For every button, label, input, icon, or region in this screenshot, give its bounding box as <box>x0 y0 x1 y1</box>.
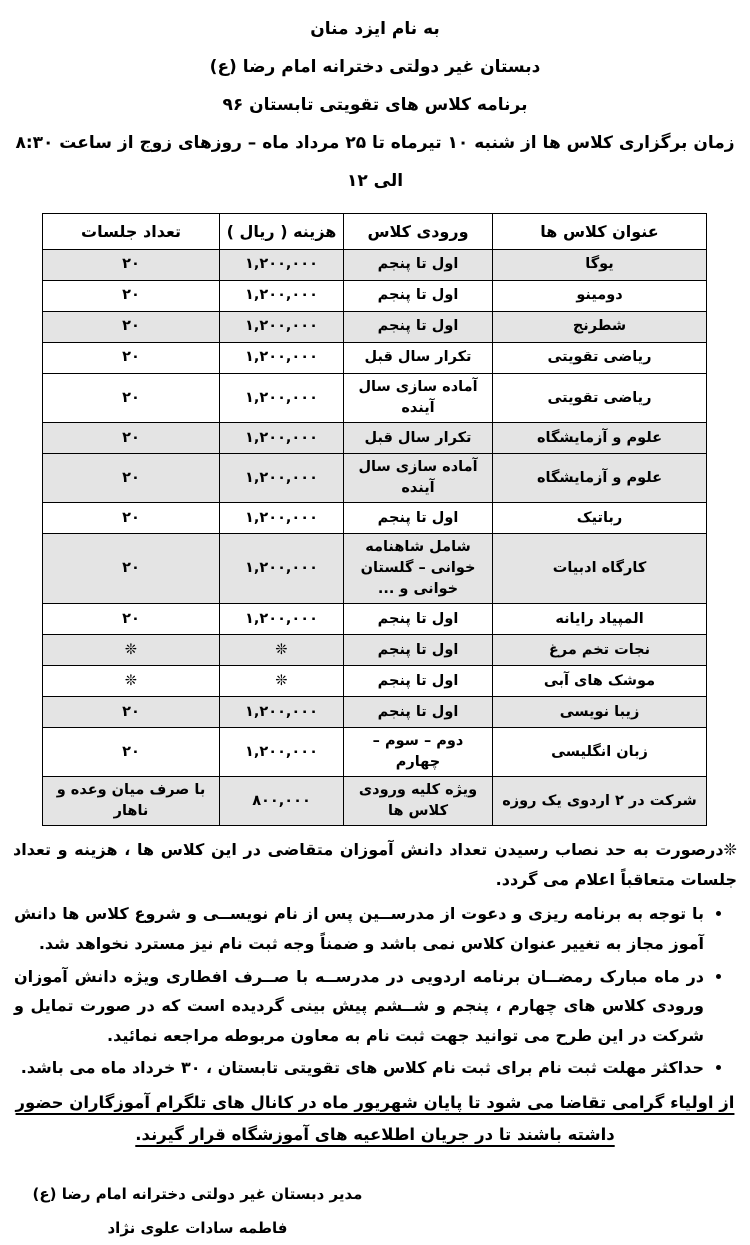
table-row <box>43 728 707 777</box>
column-header: ورودی کلاس <box>344 214 493 250</box>
cell-cost: ۱,۲۰۰,۰۰۰ <box>220 281 344 312</box>
quorum-footnote: ❊درصورت به حد نصاب رسیدن تعداد دانش آموزان متقاضی در این کلاس ها ، هزینه و تعداد جلسات متعاقباً اعلام می گردد. <box>13 840 737 889</box>
cell-entry: اول تا پنجم <box>344 250 493 281</box>
table-row <box>43 697 707 728</box>
cell-sessions: ۲۰ <box>43 423 220 454</box>
cell-title: علوم و آزمایشگاه <box>493 454 707 503</box>
cell-cost: ❊ <box>220 635 344 666</box>
telegram-notice: از اولیاء گرامی تقاضا می شود تا پایان شهریور ماه در کانال های تلگرام آموزگاران حضور داشته باشند تا در جریان اطلاعیه های آموزشگاه قرار گیرند. <box>15 1092 735 1145</box>
cell-sessions: ۲۰ <box>43 374 220 423</box>
table-row <box>43 534 707 604</box>
signature-role: مدیر دبستان غیر دولتی دخترانه امام رضا (ع) <box>32 1185 363 1204</box>
cell-sessions: ۲۰ <box>43 697 220 728</box>
table-row <box>43 635 707 666</box>
program-title-line: برنامه کلاس های تقویتی تابستان ۹۶ <box>222 95 528 115</box>
cell-entry: اول تا پنجم <box>344 666 493 697</box>
schedule-line: زمان برگزاری کلاس ها از شنبه ۱۰ تیرماه تا ۲۵ مرداد ماه – روزهای زوج از ساعت ۸:۳۰ الی ۱۲ <box>15 133 735 191</box>
column-header: عنوان کلاس ها <box>493 214 707 250</box>
cell-cost: ۱,۲۰۰,۰۰۰ <box>220 343 344 374</box>
cell-sessions: ۲۰ <box>43 454 220 503</box>
table-row <box>43 503 707 534</box>
cell-cost: ۱,۲۰۰,۰۰۰ <box>220 374 344 423</box>
table-row <box>43 777 707 826</box>
cell-title: زیبا نویسی <box>493 697 707 728</box>
cell-cost: ۱,۲۰۰,۰۰۰ <box>220 697 344 728</box>
table-row <box>43 250 707 281</box>
cell-sessions: ❊ <box>43 666 220 697</box>
cell-title: علوم و آزمایشگاه <box>493 423 707 454</box>
cell-cost: ۱,۲۰۰,۰۰۰ <box>220 503 344 534</box>
cell-title: المپیاد رایانه <box>493 604 707 635</box>
cell-entry: اول تا پنجم <box>344 281 493 312</box>
cell-entry: اول تا پنجم <box>344 503 493 534</box>
cell-title: رباتیک <box>493 503 707 534</box>
note-bullet: • در ماه مبارک رمضــان برنامه اردویی در مدرســه با صــرف افطاری ویژه دانش آموزان ورودی کلاس های چهارم ، پنجم و شــشم پیش بینی گردیده است که در صورت تمایل و شرکت در این طرح می توانید جهت ثبت نام به معاون مربوطه مراجعه نمائید. <box>14 962 704 1051</box>
signature-block <box>20 1177 375 1245</box>
cell-title: دومینو <box>493 281 707 312</box>
classes-table-head <box>43 214 707 250</box>
classes-table-body <box>43 250 707 826</box>
table-row <box>43 604 707 635</box>
table-row <box>43 374 707 423</box>
cell-sessions: ۲۰ <box>43 503 220 534</box>
cell-cost: ۱,۲۰۰,۰۰۰ <box>220 534 344 604</box>
note-bullet: • حداکثر مهلت ثبت نام برای ثبت نام کلاس های تقویتی تابستان ، ۳۰ خرداد ماه می باشد. <box>14 1053 704 1083</box>
cell-sessions: ۲۰ <box>43 281 220 312</box>
cell-cost: ۸۰۰,۰۰۰ <box>220 777 344 826</box>
cell-entry: اول تا پنجم <box>344 635 493 666</box>
table-row <box>43 423 707 454</box>
cell-cost: ۱,۲۰۰,۰۰۰ <box>220 604 344 635</box>
cell-title: موشک های آبی <box>493 666 707 697</box>
cell-sessions: با صرف میان وعده و ناهار <box>43 777 220 826</box>
cell-cost: ❊ <box>220 666 344 697</box>
cell-entry: آماده سازی سال آینده <box>344 374 493 423</box>
cell-entry: ویژه کلیه ورودی کلاس ها <box>344 777 493 826</box>
cell-cost: ۱,۲۰۰,۰۰۰ <box>220 454 344 503</box>
cell-entry: تکرار سال قبل <box>344 343 493 374</box>
cell-cost: ۱,۲۰۰,۰۰۰ <box>220 250 344 281</box>
table-row <box>43 454 707 503</box>
cell-entry: اول تا پنجم <box>344 604 493 635</box>
cell-entry: تکرار سال قبل <box>344 423 493 454</box>
column-header: هزینه ( ریال ) <box>220 214 344 250</box>
cell-entry: دوم – سوم – چهارم <box>344 728 493 777</box>
cell-entry: شامل شاهنامه خوانی – گلستان خوانی و ... <box>344 534 493 604</box>
cell-title: ریاضی تقویتی <box>493 343 707 374</box>
table-row <box>43 312 707 343</box>
cell-title: شطرنج <box>493 312 707 343</box>
classes-table <box>42 213 707 826</box>
school-name-line: دبستان غیر دولتی دخترانه امام رضا (ع) <box>209 57 541 77</box>
cell-sessions: ۲۰ <box>43 343 220 374</box>
table-row <box>43 343 707 374</box>
notes-bullet-list <box>0 899 750 1083</box>
cell-sessions: ۲۰ <box>43 534 220 604</box>
table-row <box>43 281 707 312</box>
cell-sessions: ❊ <box>43 635 220 666</box>
cell-cost: ۱,۲۰۰,۰۰۰ <box>220 728 344 777</box>
cell-title: نجات تخم مرغ <box>493 635 707 666</box>
cell-sessions: ۲۰ <box>43 604 220 635</box>
cell-cost: ۱,۲۰۰,۰۰۰ <box>220 312 344 343</box>
cell-title: زبان انگلیسی <box>493 728 707 777</box>
cell-cost: ۱,۲۰۰,۰۰۰ <box>220 423 344 454</box>
cell-title: شرکت در ۲ اردوی یک روزه <box>493 777 707 826</box>
cell-entry: اول تا پنجم <box>344 697 493 728</box>
cell-title: یوگا <box>493 250 707 281</box>
bismillah-line: به نام ایزد منان <box>310 19 440 39</box>
cell-sessions: ۲۰ <box>43 728 220 777</box>
table-row <box>43 666 707 697</box>
cell-entry: آماده سازی سال آینده <box>344 454 493 503</box>
column-header: تعداد جلسات <box>43 214 220 250</box>
cell-title: ریاضی تقویتی <box>493 374 707 423</box>
cell-sessions: ۲۰ <box>43 250 220 281</box>
cell-sessions: ۲۰ <box>43 312 220 343</box>
signature-name: فاطمه سادات علوی نژاد <box>107 1219 288 1238</box>
cell-entry: اول تا پنجم <box>344 312 493 343</box>
cell-title: کارگاه ادبیات <box>493 534 707 604</box>
document-header <box>0 10 750 200</box>
note-bullet: • با توجه به برنامه ریزی و دعوت از مدرســین پس از نام نویســی و شروع کلاس ها دانش آموز مجاز به تغییر عنوان کلاس نمی باشد و ضمناً وجه ثبت نام نیز مسترد نخواهد شد. <box>14 899 704 958</box>
header-row <box>43 214 707 250</box>
